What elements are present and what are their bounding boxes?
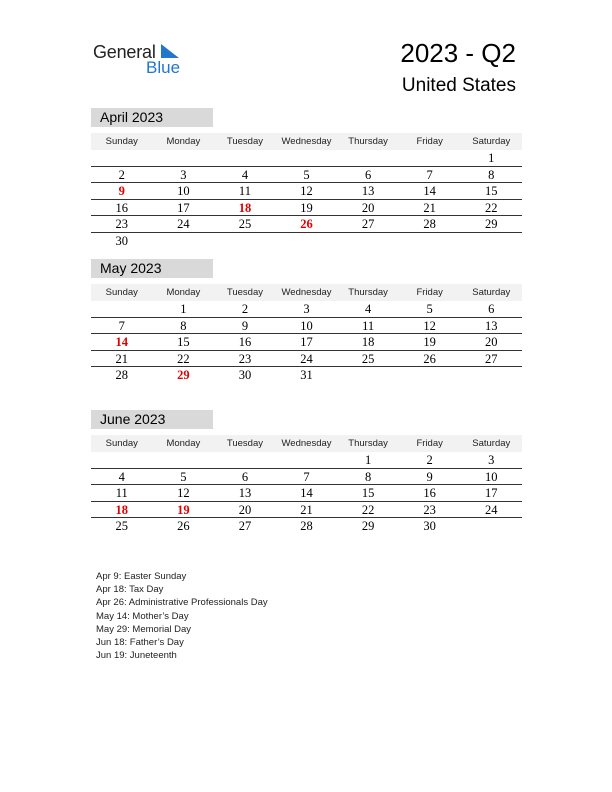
day-cell: 29 [177, 368, 190, 383]
day-cell: 17 [177, 200, 190, 215]
week-row [91, 485, 522, 502]
day-cell: 16 [423, 486, 436, 501]
day-cell: 23 [115, 217, 129, 232]
weekday-label: Monday [166, 438, 201, 449]
day-cell: 25 [361, 351, 375, 366]
weekday-header [91, 284, 522, 301]
holiday-note: Apr 26: Administrative Professionals Day [96, 597, 268, 609]
logo-triangle-icon [161, 44, 179, 58]
day-cell: 29 [485, 217, 498, 232]
day-cell [153, 233, 215, 250]
day-cell: 19 [423, 335, 436, 350]
day-cell [214, 150, 276, 166]
day-cell [337, 233, 399, 250]
holiday-note: Jun 19: Juneteenth [96, 650, 177, 662]
day-cell: 8 [488, 167, 495, 182]
day-cell: 12 [423, 318, 436, 333]
day-cell: 6 [241, 469, 249, 484]
day-cell: 7 [303, 469, 310, 484]
day-cell: 5 [426, 302, 433, 316]
day-cell: 22 [177, 351, 190, 366]
day-cell: 12 [177, 486, 190, 501]
week-row [91, 351, 522, 368]
weekday-header [91, 133, 522, 150]
day-cell [214, 233, 276, 250]
month-label: June 2023 [91, 410, 213, 429]
week-row [91, 452, 522, 469]
day-cell: 31 [300, 368, 313, 383]
day-cell [153, 452, 215, 468]
weekday-label: Thursday [348, 136, 388, 147]
day-cell: 1 [180, 302, 187, 316]
page-title: 2023 - Q2 [400, 38, 516, 68]
day-cell: 24 [177, 217, 190, 232]
day-cell: 28 [300, 519, 313, 534]
day-cell: 20 [361, 200, 375, 215]
day-cell: 15 [361, 486, 375, 501]
day-cell: 4 [241, 167, 249, 182]
day-cell: 10 [485, 469, 498, 484]
weekday-label: Tuesday [226, 438, 263, 449]
day-cell: 7 [118, 318, 125, 333]
day-cell: 25 [115, 519, 129, 534]
day-cell [337, 150, 399, 166]
day-cell: 21 [115, 351, 129, 366]
day-cell: 14 [115, 335, 129, 350]
weekday-label: Monday [166, 136, 201, 147]
day-cell [460, 367, 522, 384]
day-cell: 29 [361, 519, 375, 534]
weekday-label: Friday [416, 136, 443, 147]
day-cell: 23 [423, 502, 436, 517]
day-cell: 21 [300, 502, 313, 517]
weekday-label: Thursday [348, 438, 388, 449]
month-label: April 2023 [91, 108, 213, 127]
day-cell: 15 [177, 335, 190, 350]
day-cell: 13 [238, 486, 252, 501]
week-row [91, 183, 522, 200]
day-cell: 27 [238, 519, 252, 534]
month-label: May 2023 [91, 259, 213, 278]
day-cell [399, 150, 461, 166]
day-cell [276, 452, 338, 468]
day-cell [337, 367, 399, 384]
week-row [91, 518, 522, 535]
day-cell: 28 [115, 368, 129, 383]
day-cell: 27 [485, 351, 498, 366]
week-row [91, 502, 522, 519]
day-cell: 15 [485, 184, 498, 199]
day-cell: 2 [241, 302, 249, 316]
weekday-label: Monday [166, 287, 201, 298]
holiday-note: May 29: Memorial Day [96, 623, 192, 635]
holiday-note: Apr 9: Easter Sunday [96, 571, 187, 582]
week-row [91, 200, 522, 217]
day-cell: 11 [238, 184, 251, 199]
day-cell: 30 [423, 519, 436, 534]
day-cell: 21 [423, 200, 436, 215]
weekday-label: Tuesday [226, 136, 263, 147]
week-row [91, 318, 522, 335]
day-cell: 1 [488, 151, 495, 165]
day-cell: 9 [426, 469, 433, 484]
day-cell: 16 [238, 335, 252, 350]
day-cell: 18 [115, 502, 129, 517]
day-cell: 19 [300, 200, 313, 215]
day-cell: 10 [177, 184, 190, 199]
weekday-header [91, 435, 522, 452]
day-cell: 16 [115, 200, 129, 215]
week-row [91, 216, 522, 233]
day-cell: 24 [485, 502, 498, 517]
weekday-label: Sunday [105, 438, 138, 449]
weekday-label: Tuesday [226, 287, 263, 298]
holiday-note: Jun 18: Father’s Day [96, 637, 184, 649]
day-cell [460, 518, 522, 535]
day-cell: 22 [485, 200, 498, 215]
week-row [91, 150, 522, 167]
day-cell: 13 [485, 318, 498, 333]
day-cell: 26 [177, 519, 190, 534]
week-row [91, 469, 522, 486]
weekday-label: Saturday [472, 438, 511, 449]
day-cell: 20 [238, 502, 252, 517]
day-cell: 9 [118, 184, 125, 199]
weekday-label: Sunday [105, 136, 138, 147]
weekday-label: Wednesday [281, 287, 332, 298]
day-cell: 30 [238, 368, 252, 383]
day-cell: 17 [300, 335, 313, 350]
day-cell: 3 [180, 167, 187, 182]
day-cell: 18 [361, 335, 375, 350]
day-cell: 2 [426, 453, 433, 467]
day-cell: 27 [361, 217, 375, 232]
week-row [91, 334, 522, 351]
day-cell: 1 [364, 453, 372, 467]
week-row [91, 301, 522, 318]
day-cell: 28 [423, 217, 436, 232]
day-cell: 8 [180, 318, 187, 333]
brand-logo [93, 40, 193, 80]
day-cell: 6 [488, 302, 495, 316]
day-cell: 19 [177, 502, 190, 517]
weekday-label: Saturday [472, 136, 511, 147]
day-cell [91, 301, 153, 317]
day-cell: 3 [488, 453, 495, 467]
day-cell: 26 [423, 351, 436, 366]
day-cell: 8 [364, 469, 372, 484]
day-cell: 17 [485, 486, 498, 501]
day-cell: 26 [300, 217, 313, 232]
day-cell: 9 [241, 318, 249, 333]
day-cell [214, 452, 276, 468]
day-cell [276, 150, 338, 166]
day-cell: 24 [300, 351, 313, 366]
day-cell: 25 [238, 217, 252, 232]
week-row [91, 167, 522, 184]
weekday-label: Saturday [472, 287, 511, 298]
holiday-notes [96, 570, 268, 662]
month-calendar [91, 108, 522, 250]
holiday-note: Apr 18: Tax Day [96, 584, 164, 596]
day-cell [399, 367, 461, 384]
day-cell: 10 [300, 318, 313, 333]
day-cell: 30 [115, 233, 129, 248]
country-name: United States [401, 75, 516, 96]
day-cell: 22 [361, 502, 375, 517]
day-cell: 6 [364, 167, 372, 182]
day-cell [276, 233, 338, 250]
day-cell: 18 [238, 200, 252, 215]
day-cell: 13 [361, 184, 375, 199]
weekday-label: Thursday [348, 287, 388, 298]
weekday-label: Friday [416, 438, 443, 449]
weekday-label: Sunday [105, 287, 138, 298]
day-cell: 5 [303, 167, 310, 182]
day-cell: 12 [300, 184, 313, 199]
logo-text-blue: Blue [146, 58, 181, 77]
week-row [91, 233, 522, 250]
day-cell: 4 [364, 302, 372, 316]
day-cell [153, 150, 215, 166]
day-cell: 14 [423, 184, 436, 199]
weekday-label: Friday [416, 287, 443, 298]
holiday-note: May 14: Mother’s Day [96, 610, 189, 622]
day-cell: 11 [362, 318, 375, 333]
day-cell [91, 452, 153, 468]
day-cell: 7 [426, 167, 433, 182]
week-row [91, 367, 522, 384]
day-cell: 14 [300, 486, 313, 501]
day-cell: 20 [485, 335, 498, 350]
day-cell: 5 [180, 469, 187, 484]
weekday-label: Wednesday [281, 136, 332, 147]
day-cell: 3 [303, 302, 310, 316]
month-calendar [91, 410, 522, 535]
day-cell: 4 [118, 469, 125, 484]
day-cell [91, 150, 153, 166]
day-cell: 11 [115, 486, 128, 501]
weekday-label: Wednesday [281, 438, 332, 449]
day-cell: 2 [118, 167, 125, 182]
day-cell [460, 233, 522, 250]
day-cell [399, 233, 461, 250]
month-calendar [91, 259, 522, 384]
logo-text-general: General [93, 42, 156, 62]
day-cell: 23 [238, 351, 252, 366]
